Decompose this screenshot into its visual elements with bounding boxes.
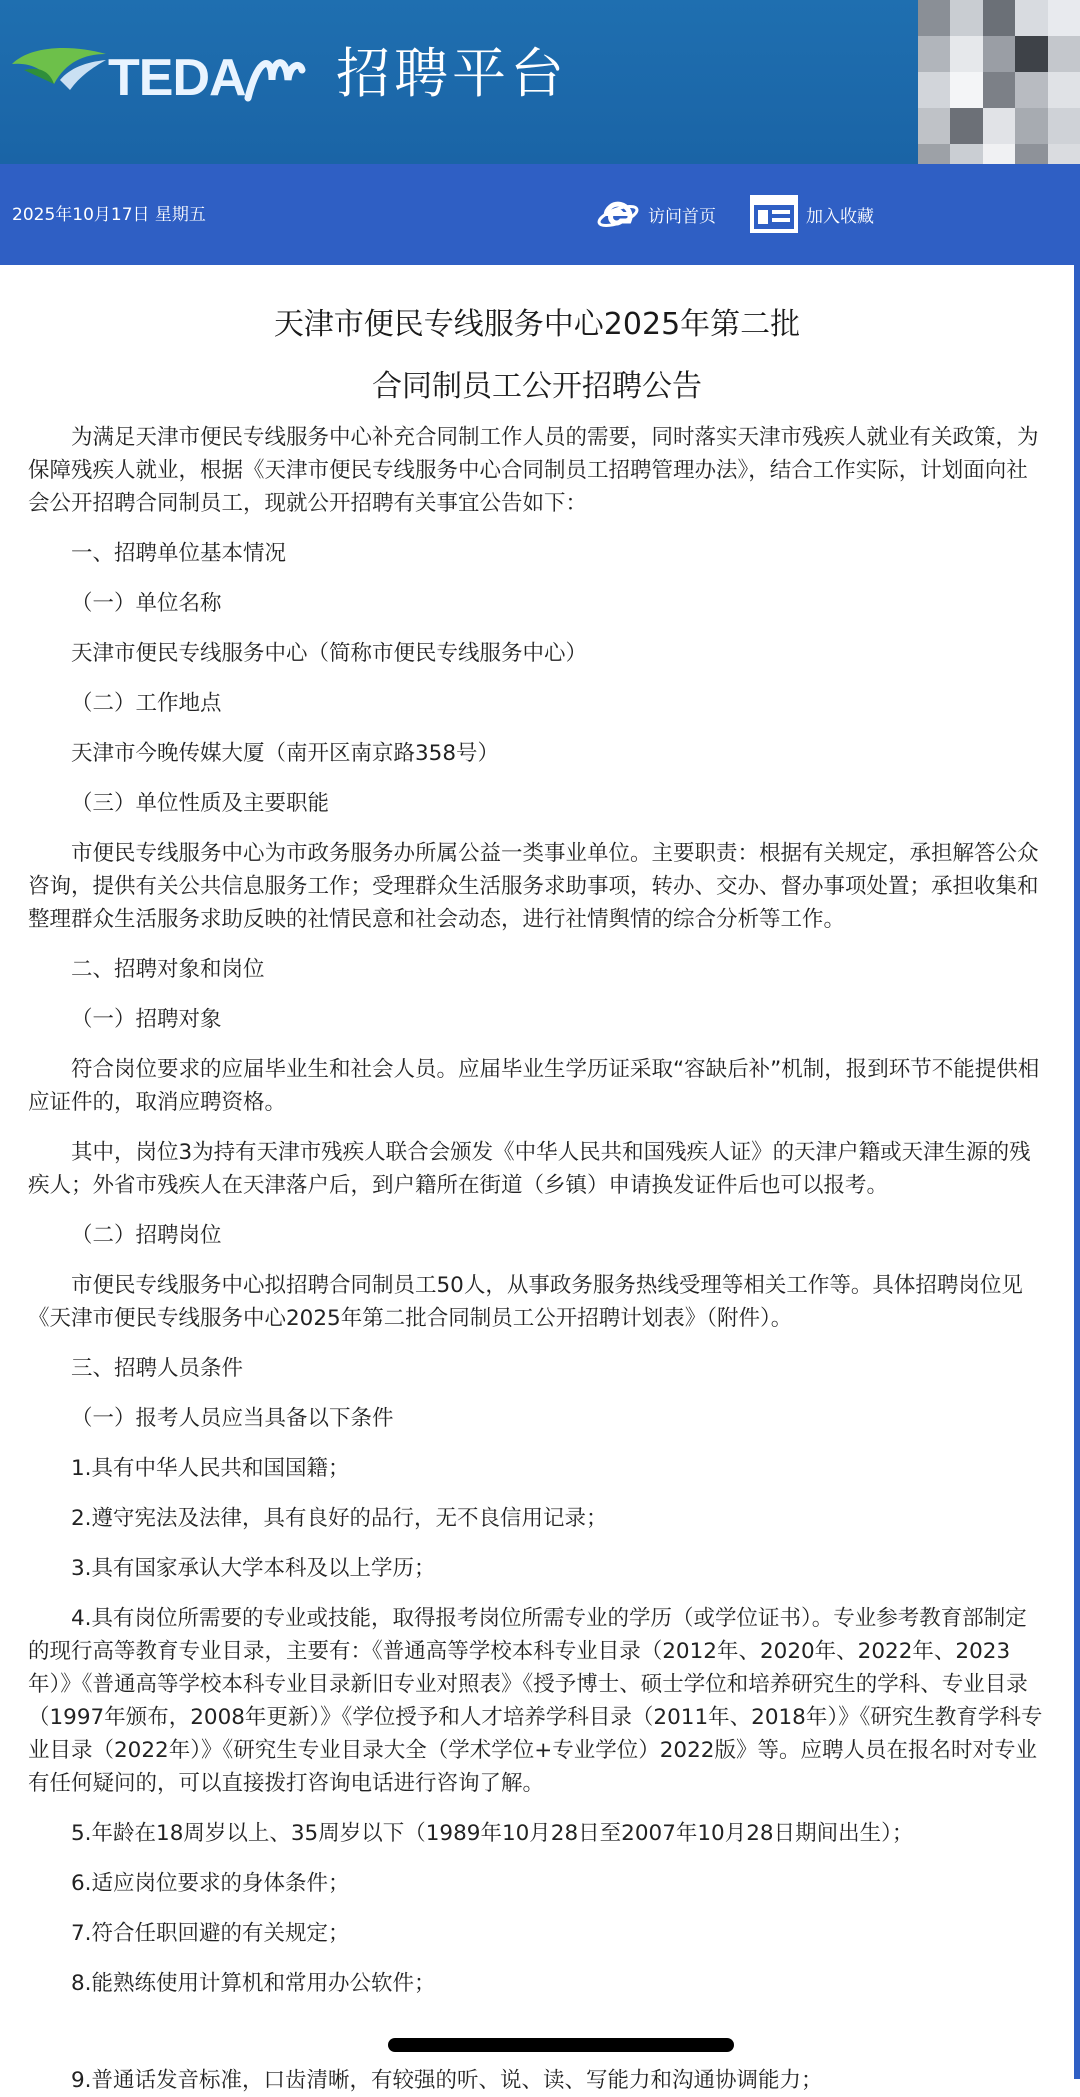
teda-logo[interactable] [10, 40, 315, 110]
article-paragraph: 天津市今晚传媒大厦（南开区南京路358号） [71, 741, 500, 766]
list-item: 4.具有岗位所需要的专业或技能，取得报考岗位所需专业的学历（或学位证书）。专业参考教育部制定的现行高等教育专业目录，主要有：《普通高等学校本科专业目录（2012年、2020年、2022年、2023年）》《普通高等学校本科专业目录新旧专业对照表》《授予博士、硕士学位和培养研究生的学科、专业目录（1997年颁布，2008年更新）》《学位授予和人才培养学科目录（2011年、2018年）》《研究生教育学科专业目录（2022年）》《研究生专业目录大全（学术学位+专业学位）2022版》等。应聘人员在报名时对专业有任何疑问的，可以直接拨打咨询电话进行咨询了解。 [28, 1606, 1043, 1796]
article-paragraph: 其中，岗位3为持有天津市残疾人联合会颁发《中华人民共和国残疾人证》的天津户籍或天津生源的残疾人；外省市残疾人在天津落户后，到户籍所在街道（乡镇）申请换发证件后也可以报考。 [28, 1140, 1031, 1198]
subsection-heading: （一）报考人员应当具备以下条件 [71, 1406, 394, 1431]
partially-visible-list-item: 9.普通话发音标准，口齿清晰，有较强的听、说、读、写能力和沟通协调能力； [71, 2068, 823, 2093]
logo-swirl-icon [242, 40, 306, 110]
article-title-line1: 天津市便民专线服务中心2025年第二批 [273, 307, 801, 342]
avatar[interactable] [918, 0, 1080, 180]
list-item: 7.符合任职回避的有关规定； [71, 1921, 350, 1946]
visit-home-label: 访问首页 [648, 206, 716, 227]
subsection-heading: （二）招聘岗位 [71, 1223, 222, 1248]
list-item: 8.能熟练使用计算机和常用办公软件； [71, 1971, 436, 1996]
section-heading: 三、招聘人员条件 [71, 1356, 244, 1381]
subsection-heading: （一）单位名称 [71, 591, 222, 616]
list-item: 5.年龄在18周岁以上、35周岁以下（1989年10月28日至2007年10月28日期间出生）； [71, 1821, 914, 1846]
article-paragraph: 市便民专线服务中心为市政务服务办所属公益一类事业单位。主要职责：根据有关规定，承担解答公众咨询，提供有关公共信息服务工作；受理群众生活服务求助事项，转办、交办、督办事项处置；承担收集和整理群众生活服务求助反映的社情民意和社会动态，进行社情舆情的综合分析等工作。 [28, 841, 1039, 932]
add-favorite-link[interactable] [750, 184, 874, 244]
article-paragraph: 为满足天津市便民专线服务中心补充合同制工作人员的需要，同时落实天津市残疾人就业有关政策，为保障残疾人就业，根据《天津市便民专线服务中心合同制员工招聘管理办法》，结合工作实际，计划面向社会公开招聘合同制员工，现就公开招聘有关事宜公告如下： [28, 425, 1039, 516]
teda-leaf-logo-icon [10, 40, 110, 110]
logo-text: TEDA [108, 49, 246, 107]
article-paragraph: 符合岗位要求的应届毕业生和社会人员。应届毕业生学历证采取“容缺后补”机制，报到环节不能提供相应证件的，取消应聘资格。 [28, 1057, 1040, 1115]
subsection-heading: （三）单位性质及主要职能 [71, 791, 330, 816]
visit-home-link[interactable] [596, 184, 716, 244]
article-paragraph: 天津市便民专线服务中心（简称市便民专线服务中心） [71, 641, 588, 666]
article-paragraph: 市便民专线服务中心拟招聘合同制员工50人，从事政务服务热线受理等相关工作等。具体招聘岗位见《天津市便民专线服务中心2025年第二批合同制员工公开招聘计划表》（附件）。 [28, 1273, 1023, 1331]
ie-browser-icon [596, 192, 640, 236]
platform-title: 招聘平台 [336, 42, 568, 105]
article-title-line2: 合同制员工公开招聘公告 [372, 369, 702, 404]
list-item: 2.遵守宪法及法律，具有良好的品行，无不良信用记录； [71, 1506, 608, 1531]
current-date: 2025年10月17日 星期五 [12, 205, 206, 225]
section-heading: 二、招聘对象和岗位 [71, 957, 265, 982]
list-item: 6.适应岗位要求的身体条件； [71, 1871, 350, 1896]
list-item: 3.具有国家承认大学本科及以上学历； [71, 1556, 436, 1581]
article-body [28, 265, 1046, 2017]
page-edge-rule [1074, 164, 1080, 2079]
add-favorite-label: 加入收藏 [806, 206, 874, 227]
subsection-heading: （一）招聘对象 [71, 1007, 222, 1032]
list-item: 1.具有中华人民共和国国籍； [71, 1456, 350, 1481]
bookmark-window-icon [750, 194, 798, 234]
home-indicator-bar[interactable] [388, 2038, 734, 2052]
subsection-heading: （二）工作地点 [71, 691, 222, 716]
section-heading: 一、招聘单位基本情况 [71, 541, 287, 566]
top-navbar [0, 164, 1074, 265]
